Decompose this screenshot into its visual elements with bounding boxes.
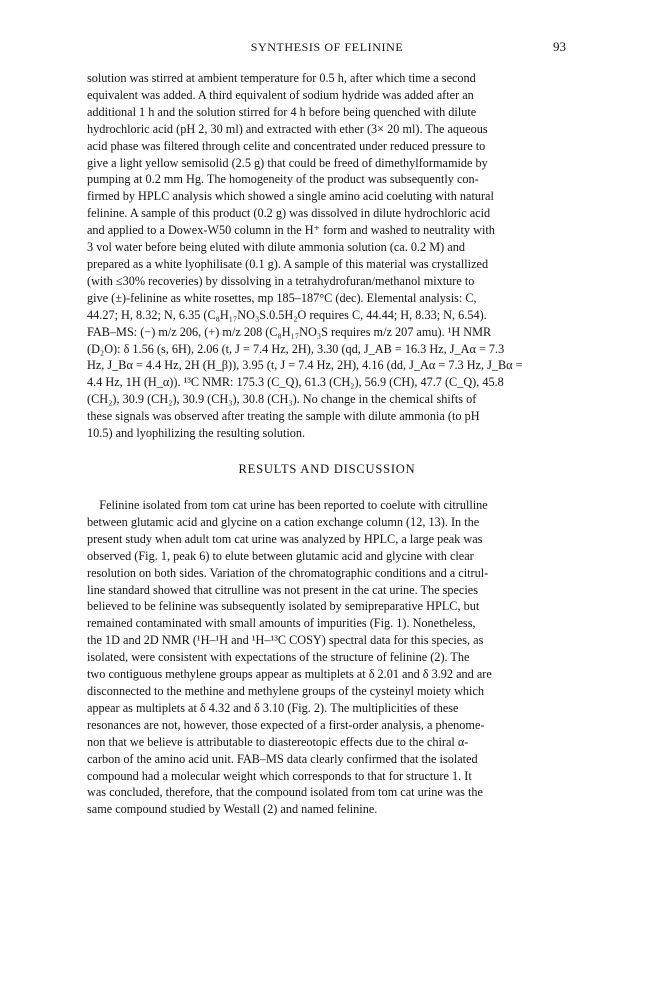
text-line: hydrochloric acid (pH 2, 30 ml) and extracted with ether (3× 20 ml). The aqueous <box>87 121 488 136</box>
text-line: (with ≤30% recoveries) by dissolving in a tetrahydrofuran/methanol mixture to <box>87 273 475 288</box>
text-line: these signals was observed after treating the sample with dilute ammonia (to pH <box>87 409 480 424</box>
text-line: compound had a molecular weight which corresponds to that for structure 1. It <box>87 768 472 783</box>
results-paragraph <box>87 497 567 818</box>
text-line: (CH₂), 30.9 (CH₂), 30.9 (CH₃), 30.8 (CH₃). No change in the chemical shifts of <box>87 392 477 407</box>
text-line: observed (Fig. 1, peak 6) to elute between glutamic acid and glycine with clear <box>87 548 474 563</box>
text-line: two contiguous methylene groups appear as multiplets at δ 2.01 and δ 3.92 and are <box>87 667 492 682</box>
text-line: solution was stirred at ambient temperature for 0.5 h, after which time a second <box>87 71 476 85</box>
text-line: present study when adult tom cat urine was analyzed by HPLC, a large peak was <box>87 531 483 546</box>
text-line: give (±)-felinine as white rosettes, mp 185–187°C (dec). Elemental analysis: C, <box>87 290 477 305</box>
text-line: appear as multiplets at δ 4.32 and δ 3.10 (Fig. 2). The multiplicities of these <box>87 700 459 715</box>
text-line: 3 vol water before being eluted with dilute ammonia solution (ca. 0.2 M) and <box>87 240 465 255</box>
text-line: equivalent was added. A third equivalent of sodium hydride was added after an <box>87 87 474 102</box>
text-line: disconnected to the methine and methylene groups of the cysteinyl moiety which <box>87 683 485 698</box>
running-title: SYNTHESIS OF FELININE <box>250 40 404 54</box>
text-line: carbon of the amino acid unit. FAB–MS data clearly confirmed that the isolated <box>87 751 478 766</box>
section-heading: RESULTS AND DISCUSSION <box>238 462 416 476</box>
text-line: 10.5) and lyophilizing the resulting solution. <box>87 426 306 441</box>
text-line: pumping at 0.2 mm Hg. The homogeneity of the product was subsequently con- <box>87 172 479 187</box>
text-line: believed to be felinine was subsequently isolated by semipreparative HPLC, but <box>87 599 480 614</box>
text-line: prepared as a white lyophilisate (0.1 g). A sample of this material was crystallized <box>87 256 489 271</box>
text-line: 44.27; H, 8.32; N, 6.35 (C₈H₁₇NO₃S.0.5H₂O requires C, 44.44; H, 8.33; N, 6.54). <box>87 307 487 322</box>
text-line: firmed by HPLC analysis which showed a single amino acid coeluting with natural <box>87 189 494 204</box>
page-number: 93 <box>553 39 566 54</box>
text-line: and applied to a Dowex-W50 column in the H⁺ form and washed to neutrality with <box>87 223 495 238</box>
text-line: Felinine isolated from tom cat urine has been reported to coelute with citrulline <box>87 498 488 512</box>
text-line: remained contaminated with small amounts of impurities (Fig. 1). Nonetheless, <box>87 616 476 631</box>
experimental-paragraph <box>87 70 567 442</box>
text-line: FAB–MS: (−) m/z 206, (+) m/z 208 (C₈H₁₇NO₃S requires m/z 207 amu). ¹H NMR <box>87 324 492 339</box>
text-line: non that we believe is attributable to diastereotopic effects due to the chiral α- <box>87 734 469 749</box>
text-line: give a light yellow semisolid (2.5 g) that could be freed of dimethylformamide by <box>87 155 488 170</box>
text-line: additional 1 h and the solution stirred for 4 h before being quenched with dilute <box>87 104 477 119</box>
text-line: the 1D and 2D NMR (¹H–¹H and ¹H–¹³C COSY) spectral data for this species, as <box>87 633 484 648</box>
text-line: (D₂O): δ 1.56 (s, 6H), 2.06 (t, J = 7.4 Hz, 2H), 3.30 (qd, J_AB = 16.3 Hz, J_Aα = 7.3 <box>87 341 505 356</box>
text-line: was concluded, therefore, that the compound isolated from tom cat urine was the <box>87 785 483 800</box>
text-line: resolution on both sides. Variation of the chromatographic conditions and a citrul- <box>87 565 489 580</box>
text-line: felinine. A sample of this product (0.2 g) was dissolved in dilute hydrochloric acid <box>87 206 491 221</box>
text-line: same compound studied by Westall (2) and named felinine. <box>87 802 378 817</box>
text-line: 4.4 Hz, 1H (H_α)). ¹³C NMR: 175.3 (C_Q), 61.3 (CH₂), 56.9 (CH), 47.7 (C_Q), 45.8 <box>87 375 504 390</box>
text-line: resonances are not, however, those expected of a first-order analysis, a phenome- <box>87 717 485 732</box>
text-line: isolated, were consistent with expectations of the structure of felinine (2). The <box>87 650 470 665</box>
text-line: acid phase was filtered through celite and concentrated under reduced pressure to <box>87 138 486 153</box>
text-line: Hz, J_Bα = 4.4 Hz, 2H (H_β)), 3.95 (t, J = 7.4 Hz, 2H), 4.16 (dd, J_Aα = 7.3 Hz, J_Bα = <box>87 358 523 373</box>
text-line: line standard showed that citrulline was not present in the cat urine. The species <box>87 582 478 597</box>
text-line: between glutamic acid and glycine on a cation exchange column (12, 13). In the <box>87 514 480 529</box>
